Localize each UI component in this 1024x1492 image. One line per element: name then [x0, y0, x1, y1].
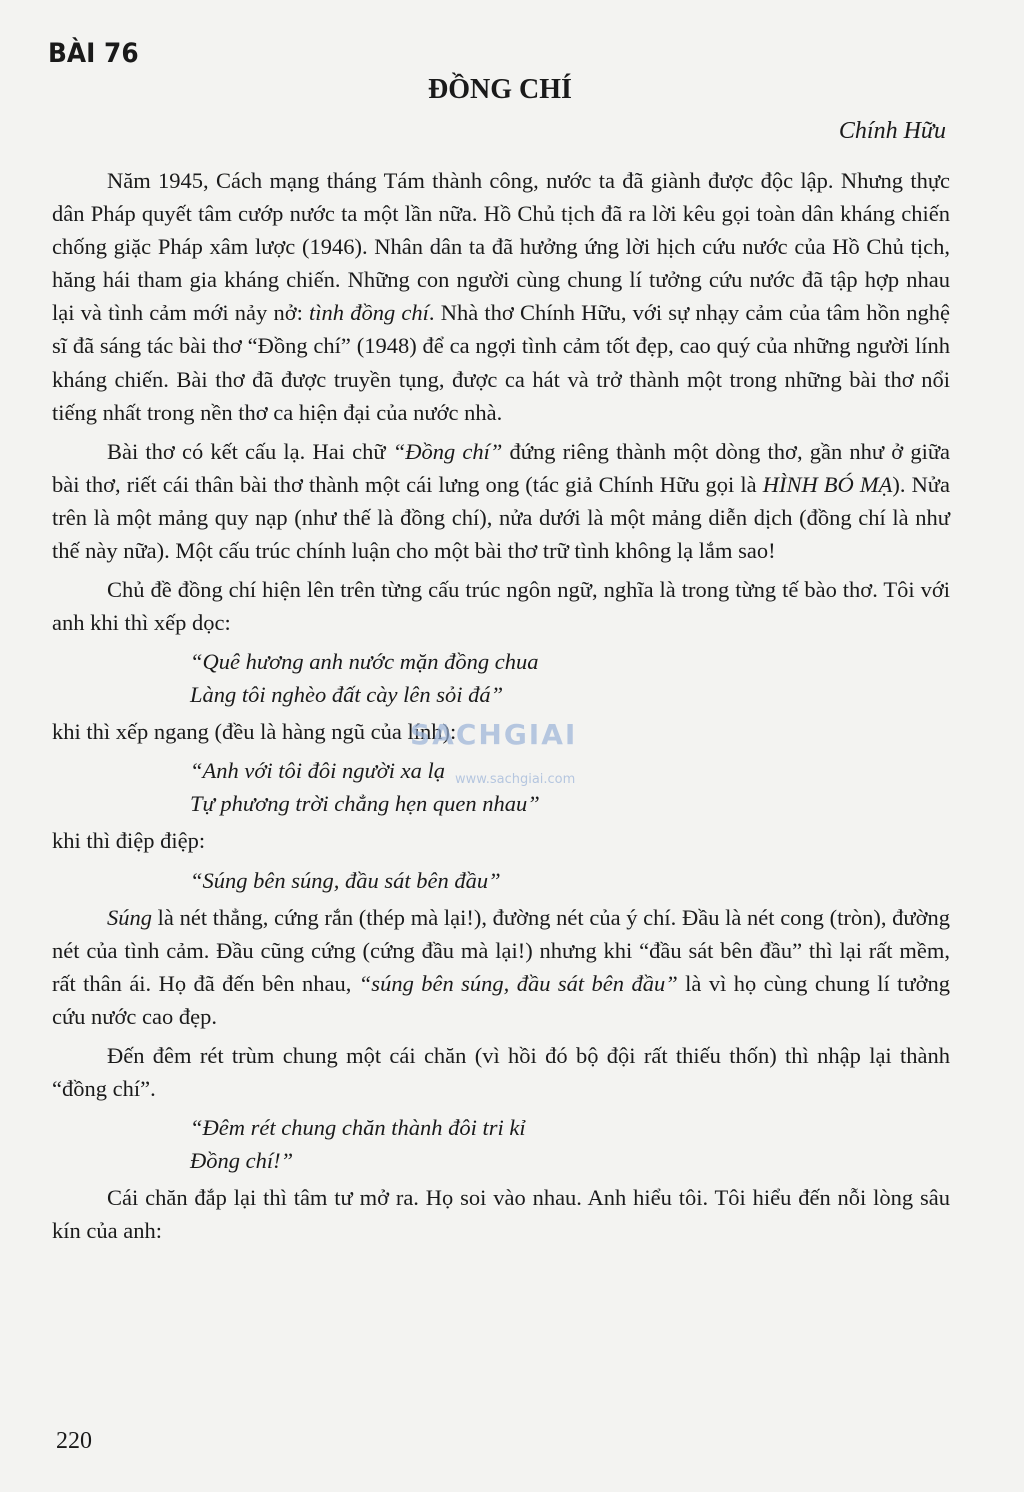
verse-block-4 — [190, 1111, 950, 1177]
text-run: đứng riêng thành một dòng thơ, gần như ở giữa bài thơ, riết cái thân bài thơ thành một cái lưng ong (tác giả Chính Hữu gọi là — [52, 438, 951, 497]
text-run: Năm 1945, Cách mạng tháng Tám thành công, nước ta đã giành được độc lập. Nhưng thực dân Pháp quyết tâm cướp nước ta một lần nữa. Hồ Chủ tịch đã ra lời kêu gọi toàn dân kháng chiến chống giặc Pháp xâm lược (1946). Nhân dân ta đã hưởng ứng lời hịch cứu nước của Hồ Chủ tịch, hăng hái tham gia kháng chiến. Những con người cùng chung lí tưởng cứu nước đã tập hợp nhau lại và tình cảm mới nảy nở: — [52, 168, 950, 326]
lesson-label: BÀI 76 — [48, 38, 139, 69]
page-number: 220 — [56, 1428, 92, 1454]
paragraph-7: Đến đêm rét trùm chung một cái chăn (vì hồi đó bộ đội rất thiếu thốn) thì nhập lại thành “đồng chí”. — [52, 1042, 950, 1101]
author-name: Chính Hữu — [838, 118, 946, 144]
watermark-url: www.sachgiai.com — [455, 772, 576, 787]
verse-line: “Súng bên súng, đầu sát bên đầu” — [190, 867, 501, 893]
text-run: . Nhà thơ Chính Hữu, với sự nhạy cảm của tâm hồn nghệ sĩ đã sáng tác bài thơ “Đồng chí” (1948) để ca ngợi tình cảm tốt đẹp, cao quý của những người lính kháng chiến. Bài thơ đã được truyền tụng, được ca hát và trở thành một trong những bài thơ nổi tiếng nhất trong nền thơ ca hiện đại của nước nhà. — [52, 300, 950, 425]
verse-block-3 — [190, 864, 950, 897]
paragraph-5: khi thì điệp điệp: — [52, 828, 206, 854]
verse-line: Làng tôi nghèo đất cày lên sỏi đá” — [190, 682, 504, 708]
emphasis-text: “Đồng chí” — [392, 438, 503, 464]
page-title: ĐỒNG CHÍ — [428, 74, 572, 105]
verse-block-2 — [190, 754, 950, 820]
emphasis-text: “súng bên súng, đầu sát bên đầu” — [358, 970, 678, 996]
emphasis-text: Súng — [107, 904, 152, 930]
paragraph-4: khi thì xếp ngang (đều là hàng ngũ của lính): — [52, 719, 457, 745]
paragraph-1 — [52, 164, 950, 429]
watermark-logo: SACHGIAI — [410, 718, 578, 751]
text-run: là vì họ cùng chung lí tưởng cứu nước cao đẹp. — [52, 970, 951, 1029]
text-run: ). Nửa trên là một mảng quy nạp (như thế là đồng chí), nửa dưới là một mảng diễn dịch (đồng chí là như thế này nữa). Một cấu trúc chính luận cho một bài thơ trữ tình không lạ lắm sao! — [52, 471, 950, 564]
text-run: Bài thơ có kết cấu lạ. Hai chữ — [107, 438, 393, 464]
article-body — [52, 164, 950, 1253]
verse-line: “Đêm rét chung chăn thành đôi tri kỉ — [190, 1115, 526, 1141]
paragraph-3: Chủ đề đồng chí hiện lên trên từng cấu trúc ngôn ngữ, nghĩa là trong từng tế bào thơ. Tôi với anh khi thì xếp dọc: — [52, 577, 950, 636]
verse-line: “Anh với tôi đôi người xa lạ — [190, 758, 446, 784]
paragraph-8: Cái chăn đắp lại thì tâm tư mở ra. Họ soi vào nhau. Anh hiểu tôi. Tôi hiểu đến nỗi lòng sâu kín của anh: — [52, 1185, 950, 1244]
text-run: là nét thẳng, cứng rắn (thép mà lại!), đường nét của ý chí. Đầu là nét cong (tròn), đường nét của tình cảm. Đầu cũng cứng (cứng đầu mà lại!) nhưng khi “đầu sát bên đầu” thì lại rất mềm, rất thân ái. Họ đã đến bên nhau, — [52, 904, 950, 996]
emphasis-text: tình đồng chí — [309, 300, 429, 326]
verse-block-1 — [190, 645, 950, 711]
paragraph-2 — [52, 435, 950, 567]
paragraph-6 — [52, 901, 950, 1033]
emphasis-text: HÌNH BÓ MẠ — [762, 471, 893, 497]
verse-line: Đồng chí!” — [190, 1148, 294, 1174]
verse-line: Tự phương trời chẳng hẹn quen nhau” — [190, 791, 540, 817]
verse-line: “Quê hương anh nước mặn đồng chua — [190, 649, 539, 675]
